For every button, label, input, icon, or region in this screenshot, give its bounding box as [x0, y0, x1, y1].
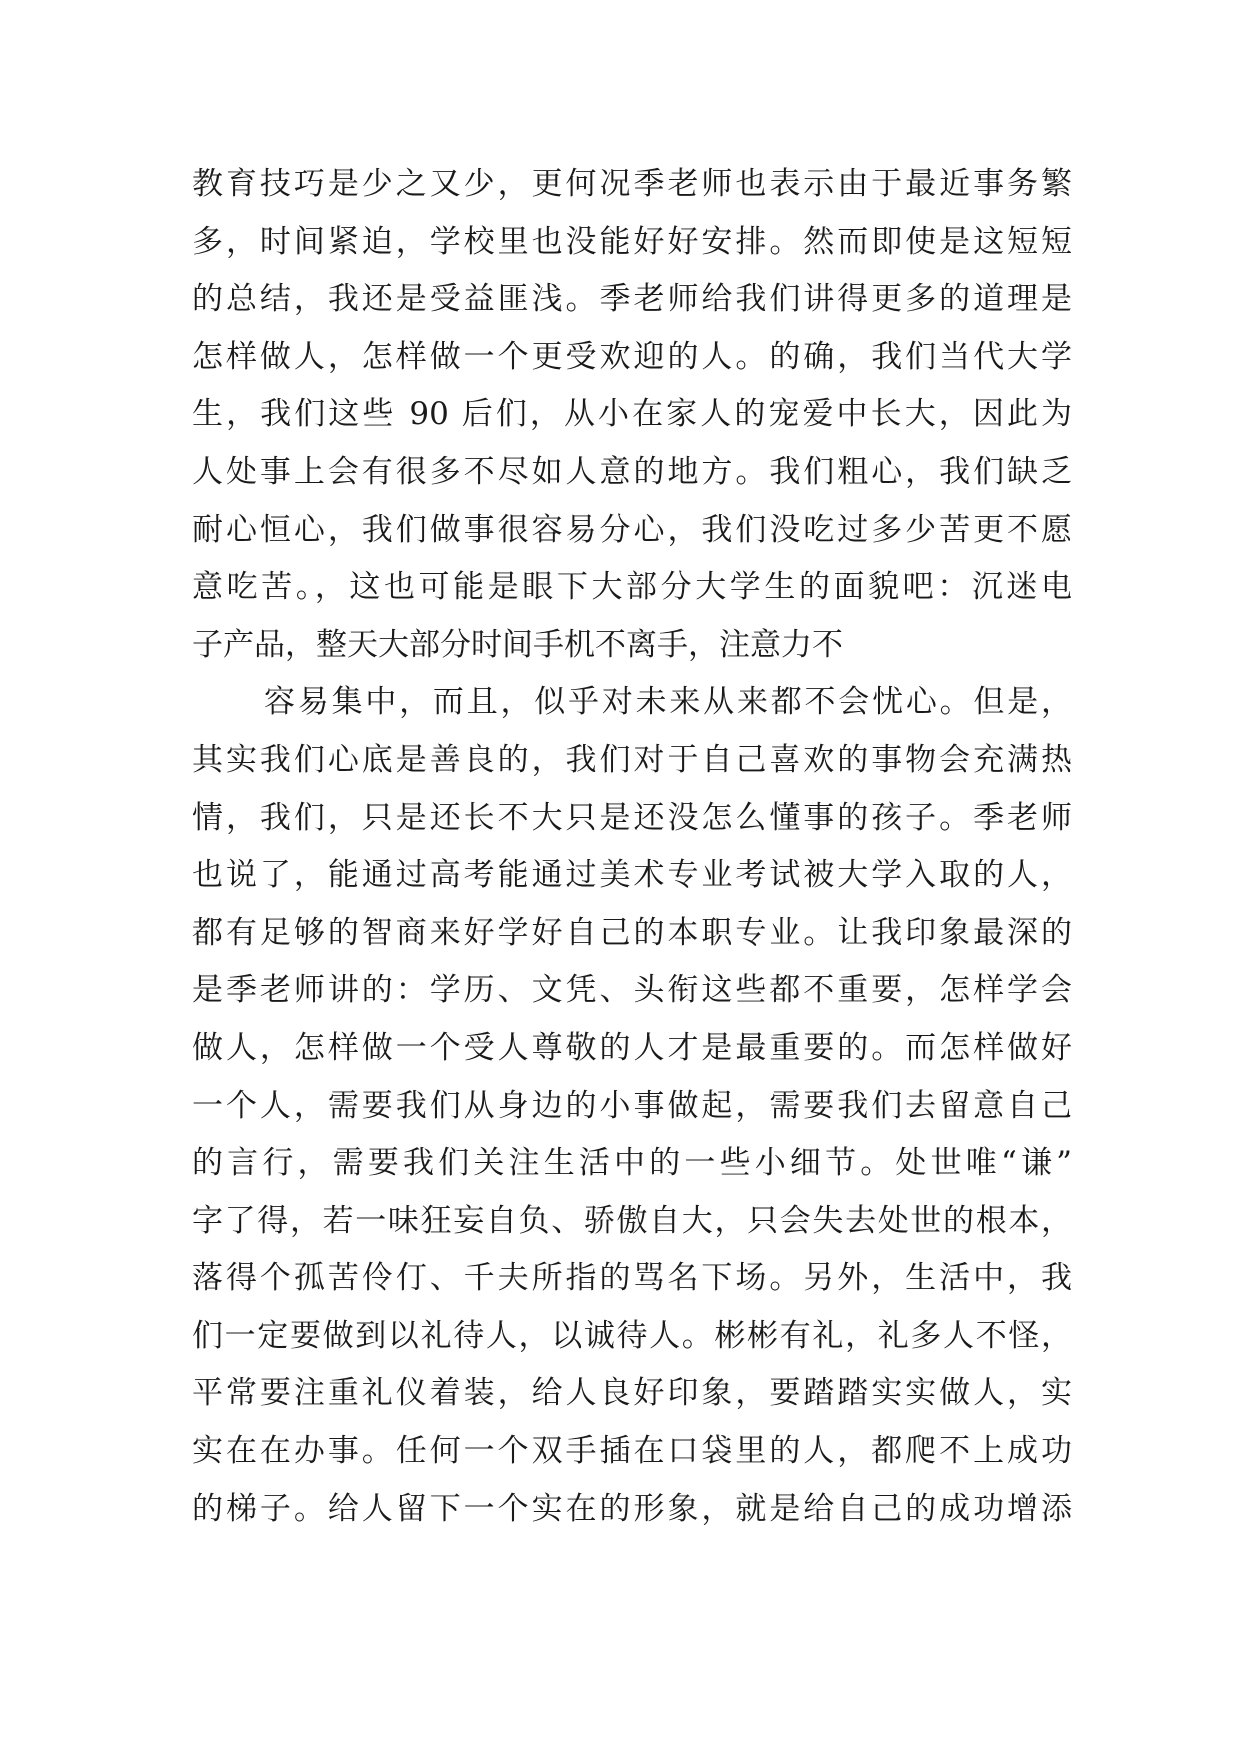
text-line: 生，我们这些 90 后们，从小在家人的宠爱中长大，因此为 [192, 396, 1072, 433]
text-line: 落得个孤苦伶仃、千夫所指的骂名下场。另外，生活中，我 [192, 1260, 1072, 1297]
body-text [192, 156, 1072, 1538]
text-line: 人处事上会有很多不尽如人意的地方。我们粗心，我们缺乏 [192, 453, 1072, 490]
text-line: 子产品，整天大部分时间手机不离手，注意力不 [192, 626, 843, 663]
text-line: 的言行，需要我们关注生活中的一些小细节。处世唯“谦” [192, 1145, 1072, 1182]
text-line: 做人，怎样做一个受人尊敬的人才是最重要的。而怎样做好 [192, 1029, 1072, 1066]
text-line: 的总结，我还是受益匪浅。季老师给我们讲得更多的道理是 [192, 281, 1072, 318]
text-line: 实在在办事。任何一个双手插在口袋里的人，都爬不上成功 [192, 1433, 1072, 1470]
text-line: 多，时间紧迫，学校里也没能好好安排。然而即使是这短短 [192, 223, 1072, 260]
text-line: 意吃苦。，这也可能是眼下大部分大学生的面貌吧：沉迷电 [192, 569, 1072, 606]
text-line: 是季老师讲的：学历、文凭、头衔这些都不重要，怎样学会 [192, 972, 1072, 1009]
text-line: 也说了，能通过高考能通过美术专业考试被大学入取的人， [192, 857, 1072, 894]
text-line: 平常要注重礼仪着装，给人良好印象，要踏踏实实做人，实 [192, 1375, 1072, 1412]
text-line: 怎样做人，怎样做一个更受欢迎的人。的确，我们当代大学 [192, 338, 1072, 375]
text-line: 们一定要做到以礼待人，以诚待人。彬彬有礼，礼多人不怪， [192, 1317, 1072, 1354]
text-line: 一个人，需要我们从身边的小事做起，需要我们去留意自己 [192, 1087, 1072, 1124]
text-line: 都有足够的智商来好学好自己的本职专业。让我印象最深的 [192, 914, 1072, 951]
text-line: 教育技巧是少之又少，更何况季老师也表示由于最近事务繁 [192, 166, 1072, 202]
text-line: 的梯子。给人留下一个实在的形象，就是给自己的成功增添 [192, 1490, 1072, 1527]
paragraph-start-line: 容易集中，而且，似乎对未来从来都不会忧心。但是， [264, 684, 1072, 721]
text-line: 字了得，若一味狂妄自负、骄傲自大，只会失去处世的根本， [192, 1202, 1072, 1239]
text-line: 情，我们，只是还长不大只是还没怎么懂事的孩子。季老师 [192, 799, 1072, 836]
text-line: 耐心恒心，我们做事很容易分心，我们没吃过多少苦更不愿 [192, 511, 1072, 548]
text-line: 其实我们心底是善良的，我们对于自己喜欢的事物会充满热 [192, 741, 1072, 778]
